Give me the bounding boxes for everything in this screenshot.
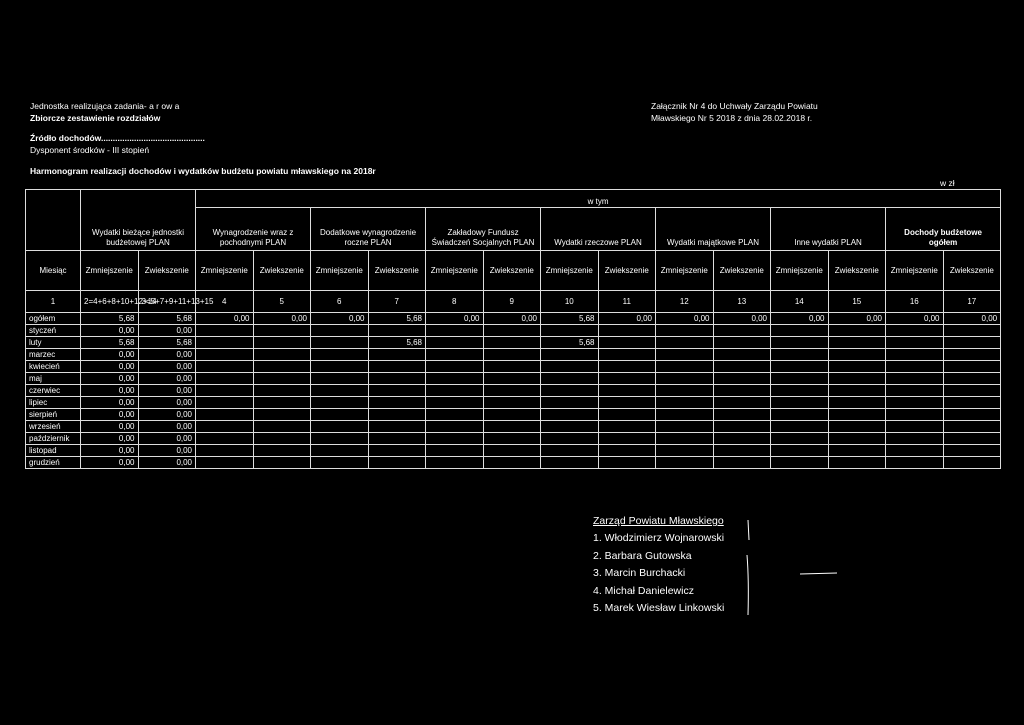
value-cell: 0,00 bbox=[81, 433, 139, 445]
value-cell bbox=[771, 349, 829, 361]
decrease-header: Zmniejszenie bbox=[886, 251, 944, 291]
value-cell bbox=[771, 421, 829, 433]
value-cell: 5,68 bbox=[138, 313, 196, 325]
value-cell bbox=[886, 409, 944, 421]
value-cell bbox=[311, 349, 369, 361]
value-cell bbox=[368, 349, 426, 361]
value-cell bbox=[598, 337, 656, 349]
value-cell bbox=[886, 445, 944, 457]
value-cell bbox=[196, 409, 254, 421]
page-title: Harmonogram realizacji dochodów i wydatków budżetu powiatu mławskiego na 2018r bbox=[30, 166, 376, 176]
value-cell bbox=[828, 385, 886, 397]
value-cell bbox=[253, 361, 311, 373]
value-cell bbox=[828, 325, 886, 337]
value-cell bbox=[656, 337, 714, 349]
value-cell bbox=[771, 361, 829, 373]
value-cell bbox=[483, 457, 541, 469]
value-cell: 0,00 bbox=[81, 385, 139, 397]
value-cell bbox=[656, 457, 714, 469]
month-cell: luty bbox=[26, 337, 81, 349]
value-cell bbox=[656, 445, 714, 457]
value-cell bbox=[541, 325, 599, 337]
value-cell bbox=[771, 325, 829, 337]
group-header-7: Dochody budżetowe ogółem bbox=[886, 208, 1001, 251]
value-cell: 0,00 bbox=[81, 373, 139, 385]
column-number: 4 bbox=[196, 291, 254, 313]
value-cell bbox=[368, 361, 426, 373]
value-cell: 0,00 bbox=[81, 361, 139, 373]
value-cell bbox=[541, 349, 599, 361]
value-cell bbox=[943, 409, 1001, 421]
group-header-6: Inne wydatki PLAN bbox=[771, 208, 886, 251]
board-member: 3. Marcin Burchacki bbox=[593, 567, 686, 579]
value-cell bbox=[426, 457, 484, 469]
column-number: 9 bbox=[483, 291, 541, 313]
table-row bbox=[26, 385, 1001, 397]
board-member: 1. Włodzimierz Wojnarowski bbox=[593, 532, 725, 544]
value-cell bbox=[483, 385, 541, 397]
value-cell: 0,00 bbox=[828, 313, 886, 325]
value-cell bbox=[598, 409, 656, 421]
value-cell bbox=[771, 337, 829, 349]
month-header: Miesiąc bbox=[26, 251, 81, 291]
value-cell: 0,00 bbox=[886, 313, 944, 325]
value-cell bbox=[368, 397, 426, 409]
month-cell: grudzień bbox=[26, 457, 81, 469]
income-source: Źródło dochodów............................................ bbox=[30, 133, 205, 143]
value-cell bbox=[253, 409, 311, 421]
value-cell bbox=[943, 373, 1001, 385]
column-number: 10 bbox=[541, 291, 599, 313]
value-cell: 0,00 bbox=[138, 457, 196, 469]
value-cell bbox=[483, 445, 541, 457]
value-cell: 5,68 bbox=[368, 313, 426, 325]
value-cell bbox=[196, 397, 254, 409]
decrease-header: Zmniejszenie bbox=[311, 251, 369, 291]
value-cell: 0,00 bbox=[656, 313, 714, 325]
value-cell bbox=[943, 361, 1001, 373]
value-cell bbox=[196, 361, 254, 373]
value-cell bbox=[541, 373, 599, 385]
increase-header: Zwiekszenie bbox=[483, 251, 541, 291]
value-cell bbox=[311, 373, 369, 385]
value-cell bbox=[771, 457, 829, 469]
value-cell: 0,00 bbox=[81, 325, 139, 337]
value-cell bbox=[598, 433, 656, 445]
value-cell bbox=[253, 373, 311, 385]
value-cell bbox=[656, 373, 714, 385]
value-cell bbox=[886, 457, 944, 469]
value-cell bbox=[598, 349, 656, 361]
month-cell: październik bbox=[26, 433, 81, 445]
value-cell: 5,68 bbox=[368, 337, 426, 349]
value-cell bbox=[541, 433, 599, 445]
value-cell bbox=[368, 445, 426, 457]
value-cell bbox=[311, 421, 369, 433]
value-cell bbox=[483, 337, 541, 349]
value-cell bbox=[253, 325, 311, 337]
value-cell bbox=[713, 409, 771, 421]
value-cell bbox=[886, 385, 944, 397]
board-members bbox=[593, 530, 724, 618]
value-cell bbox=[713, 325, 771, 337]
value-cell: 0,00 bbox=[138, 349, 196, 361]
value-cell bbox=[713, 457, 771, 469]
value-cell bbox=[253, 421, 311, 433]
value-cell bbox=[541, 385, 599, 397]
value-cell bbox=[311, 433, 369, 445]
increase-header: Zwiekszenie bbox=[943, 251, 1001, 291]
month-cell: czerwiec bbox=[26, 385, 81, 397]
value-cell bbox=[426, 325, 484, 337]
disposer-label: Dysponent środków - III stopień bbox=[30, 145, 150, 155]
value-cell bbox=[426, 361, 484, 373]
value-cell bbox=[828, 373, 886, 385]
value-cell bbox=[368, 433, 426, 445]
value-cell bbox=[656, 385, 714, 397]
value-cell: 0,00 bbox=[138, 361, 196, 373]
value-cell bbox=[713, 361, 771, 373]
decrease-header: Zmniejszenie bbox=[81, 251, 139, 291]
column-number: 2=4+6+8+10+12+14 bbox=[81, 291, 139, 313]
board-member: 2. Barbara Gutowska bbox=[593, 549, 692, 562]
value-cell bbox=[311, 361, 369, 373]
table-row bbox=[26, 373, 1001, 385]
value-cell bbox=[656, 325, 714, 337]
group-header-5: Wydatki majątkowe PLAN bbox=[656, 208, 771, 251]
value-cell bbox=[541, 409, 599, 421]
value-cell bbox=[483, 325, 541, 337]
board-title: Zarząd Powiatu Mławskiego bbox=[593, 515, 724, 527]
month-header-spacer bbox=[26, 190, 81, 251]
value-cell bbox=[656, 421, 714, 433]
value-cell: 0,00 bbox=[943, 313, 1001, 325]
value-cell bbox=[713, 385, 771, 397]
value-cell: 0,00 bbox=[311, 313, 369, 325]
value-cell bbox=[368, 385, 426, 397]
value-cell bbox=[828, 397, 886, 409]
value-cell bbox=[483, 349, 541, 361]
value-cell bbox=[828, 421, 886, 433]
value-cell bbox=[368, 325, 426, 337]
value-cell bbox=[196, 325, 254, 337]
board-member: 4. Michał Danielewicz bbox=[593, 584, 694, 597]
value-cell: 0,00 bbox=[138, 409, 196, 421]
month-cell: lipiec bbox=[26, 397, 81, 409]
value-cell bbox=[311, 325, 369, 337]
value-cell bbox=[253, 397, 311, 409]
value-cell bbox=[541, 397, 599, 409]
value-cell: 0,00 bbox=[138, 385, 196, 397]
value-cell bbox=[196, 337, 254, 349]
value-cell bbox=[828, 457, 886, 469]
table-row bbox=[26, 325, 1001, 337]
value-cell bbox=[311, 397, 369, 409]
value-cell bbox=[196, 421, 254, 433]
value-cell bbox=[656, 433, 714, 445]
value-cell bbox=[311, 457, 369, 469]
value-cell: 0,00 bbox=[138, 445, 196, 457]
column-number: 7 bbox=[368, 291, 426, 313]
table-row bbox=[26, 421, 1001, 433]
month-cell: sierpień bbox=[26, 409, 81, 421]
column-number: 13 bbox=[713, 291, 771, 313]
value-cell bbox=[886, 397, 944, 409]
group-header-0: Wydatki bieżące jednostki budżetowej PLAN bbox=[81, 190, 196, 251]
value-cell: 0,00 bbox=[598, 313, 656, 325]
value-cell: 0,00 bbox=[81, 409, 139, 421]
value-cell bbox=[656, 349, 714, 361]
table-row bbox=[26, 349, 1001, 361]
value-cell bbox=[311, 409, 369, 421]
column-number: 17 bbox=[943, 291, 1001, 313]
value-cell bbox=[886, 433, 944, 445]
currency-unit: w zł bbox=[940, 178, 955, 188]
table-row bbox=[26, 313, 1001, 325]
value-cell bbox=[598, 421, 656, 433]
column-number: 16 bbox=[886, 291, 944, 313]
decrease-header: Zmniejszenie bbox=[541, 251, 599, 291]
value-cell bbox=[368, 409, 426, 421]
unit-label: Jednostka realizująca zadania- a r ow a bbox=[30, 101, 180, 111]
value-cell: 0,00 bbox=[138, 433, 196, 445]
value-cell bbox=[713, 397, 771, 409]
increase-header: Zwiekszenie bbox=[713, 251, 771, 291]
value-cell: 0,00 bbox=[138, 373, 196, 385]
value-cell: 0,00 bbox=[81, 397, 139, 409]
value-cell bbox=[771, 445, 829, 457]
month-cell: ogółem bbox=[26, 313, 81, 325]
value-cell bbox=[656, 409, 714, 421]
in-which-header: w tym bbox=[196, 190, 1001, 208]
value-cell: 5,68 bbox=[138, 337, 196, 349]
value-cell: 0,00 bbox=[771, 313, 829, 325]
value-cell bbox=[943, 421, 1001, 433]
value-cell bbox=[943, 325, 1001, 337]
decrease-header: Zmniejszenie bbox=[771, 251, 829, 291]
column-number: 12 bbox=[656, 291, 714, 313]
value-cell bbox=[713, 337, 771, 349]
value-cell bbox=[656, 397, 714, 409]
value-cell bbox=[311, 445, 369, 457]
value-cell bbox=[771, 385, 829, 397]
group-header-2: Dodatkowe wynagrodzenie roczne PLAN bbox=[311, 208, 426, 251]
value-cell bbox=[656, 361, 714, 373]
value-cell bbox=[426, 385, 484, 397]
value-cell bbox=[771, 409, 829, 421]
value-cell bbox=[253, 445, 311, 457]
decrease-header: Zmniejszenie bbox=[656, 251, 714, 291]
increase-header: Zwiekszenie bbox=[138, 251, 196, 291]
value-cell: 0,00 bbox=[81, 349, 139, 361]
column-number: 5 bbox=[253, 291, 311, 313]
value-cell: 0,00 bbox=[713, 313, 771, 325]
value-cell bbox=[886, 361, 944, 373]
value-cell bbox=[541, 361, 599, 373]
subheader-row bbox=[26, 251, 1001, 291]
value-cell: 0,00 bbox=[138, 397, 196, 409]
column-number: 6 bbox=[311, 291, 369, 313]
group-header-3: Zakładowy Fundusz Świadczeń Socjalnych PLAN bbox=[426, 208, 541, 251]
month-cell: kwiecień bbox=[26, 361, 81, 373]
value-cell bbox=[483, 373, 541, 385]
value-cell bbox=[713, 421, 771, 433]
value-cell: 5,68 bbox=[81, 313, 139, 325]
value-cell bbox=[368, 457, 426, 469]
value-cell bbox=[828, 409, 886, 421]
value-cell bbox=[943, 433, 1001, 445]
value-cell bbox=[253, 433, 311, 445]
value-cell bbox=[771, 397, 829, 409]
value-cell bbox=[541, 457, 599, 469]
value-cell bbox=[943, 445, 1001, 457]
signature-marks bbox=[740, 510, 840, 620]
value-cell: 0,00 bbox=[483, 313, 541, 325]
value-cell bbox=[541, 421, 599, 433]
value-cell bbox=[426, 397, 484, 409]
value-cell bbox=[196, 433, 254, 445]
month-cell: listopad bbox=[26, 445, 81, 457]
column-number: 1 bbox=[26, 291, 81, 313]
attachment-label: Załącznik Nr 4 do Uchwały Zarządu Powiatu bbox=[651, 101, 818, 111]
column-number: 3=5+7+9+11+13+15 bbox=[138, 291, 196, 313]
value-cell bbox=[828, 349, 886, 361]
value-cell: 5,68 bbox=[81, 337, 139, 349]
value-cell bbox=[943, 397, 1001, 409]
value-cell bbox=[426, 373, 484, 385]
value-cell: 0,00 bbox=[138, 325, 196, 337]
value-cell bbox=[253, 349, 311, 361]
value-cell bbox=[713, 433, 771, 445]
table-row bbox=[26, 433, 1001, 445]
table-row bbox=[26, 361, 1001, 373]
value-cell bbox=[196, 373, 254, 385]
value-cell: 0,00 bbox=[138, 421, 196, 433]
value-cell bbox=[426, 409, 484, 421]
value-cell bbox=[598, 325, 656, 337]
value-cell: 0,00 bbox=[253, 313, 311, 325]
value-cell bbox=[771, 373, 829, 385]
value-cell bbox=[713, 349, 771, 361]
value-cell: 5,68 bbox=[541, 337, 599, 349]
resolution-label: Mławskiego Nr 5 2018 z dnia 28.02.2018 r. bbox=[651, 113, 813, 123]
value-cell bbox=[828, 433, 886, 445]
value-cell bbox=[828, 337, 886, 349]
value-cell bbox=[886, 349, 944, 361]
value-cell bbox=[886, 421, 944, 433]
value-cell bbox=[943, 457, 1001, 469]
value-cell bbox=[828, 445, 886, 457]
board-member: 5. Marek Wiesław Linkowski bbox=[593, 602, 725, 614]
decrease-header: Zmniejszenie bbox=[426, 251, 484, 291]
value-cell bbox=[368, 373, 426, 385]
decrease-header: Zmniejszenie bbox=[196, 251, 254, 291]
value-cell bbox=[426, 349, 484, 361]
value-cell bbox=[196, 445, 254, 457]
value-cell bbox=[311, 385, 369, 397]
header-row-top bbox=[26, 190, 1001, 208]
column-number: 14 bbox=[771, 291, 829, 313]
value-cell bbox=[426, 337, 484, 349]
column-number: 11 bbox=[598, 291, 656, 313]
value-cell: 0,00 bbox=[81, 421, 139, 433]
value-cell: 0,00 bbox=[81, 457, 139, 469]
table-row bbox=[26, 337, 1001, 349]
value-cell bbox=[713, 445, 771, 457]
month-cell: marzec bbox=[26, 349, 81, 361]
value-cell: 0,00 bbox=[426, 313, 484, 325]
group-header-1: Wynagrodzenie wraz z pochodnymi PLAN bbox=[196, 208, 311, 251]
group-header-4: Wydatki rzeczowe PLAN bbox=[541, 208, 656, 251]
value-cell bbox=[886, 337, 944, 349]
value-cell bbox=[196, 385, 254, 397]
value-cell bbox=[253, 457, 311, 469]
increase-header: Zwiekszenie bbox=[253, 251, 311, 291]
value-cell: 0,00 bbox=[81, 445, 139, 457]
value-cell bbox=[943, 337, 1001, 349]
value-cell: 5,68 bbox=[541, 313, 599, 325]
value-cell bbox=[943, 349, 1001, 361]
value-cell bbox=[886, 325, 944, 337]
value-cell bbox=[541, 445, 599, 457]
increase-header: Zwiekszenie bbox=[828, 251, 886, 291]
value-cell bbox=[886, 373, 944, 385]
value-cell bbox=[943, 385, 1001, 397]
value-cell bbox=[598, 373, 656, 385]
value-cell bbox=[426, 445, 484, 457]
value-cell bbox=[426, 421, 484, 433]
value-cell bbox=[483, 361, 541, 373]
table-row bbox=[26, 409, 1001, 421]
value-cell bbox=[771, 433, 829, 445]
table-row bbox=[26, 445, 1001, 457]
summary-label: Zbiorcze zestawienie rozdziałów bbox=[30, 113, 161, 123]
column-number-row bbox=[26, 291, 1001, 313]
table-row bbox=[26, 397, 1001, 409]
increase-header: Zwiekszenie bbox=[368, 251, 426, 291]
value-cell bbox=[598, 397, 656, 409]
value-cell bbox=[598, 361, 656, 373]
value-cell bbox=[598, 385, 656, 397]
value-cell bbox=[311, 337, 369, 349]
column-number: 8 bbox=[426, 291, 484, 313]
value-cell: 0,00 bbox=[196, 313, 254, 325]
column-number: 15 bbox=[828, 291, 886, 313]
value-cell bbox=[483, 397, 541, 409]
month-cell: wrzesień bbox=[26, 421, 81, 433]
month-cell: maj bbox=[26, 373, 81, 385]
table-row bbox=[26, 457, 1001, 469]
month-rows bbox=[26, 313, 1001, 469]
value-cell bbox=[253, 385, 311, 397]
value-cell bbox=[483, 409, 541, 421]
value-cell bbox=[483, 433, 541, 445]
value-cell bbox=[598, 457, 656, 469]
month-cell: styczeń bbox=[26, 325, 81, 337]
value-cell bbox=[713, 373, 771, 385]
value-cell bbox=[598, 445, 656, 457]
value-cell bbox=[426, 433, 484, 445]
value-cell bbox=[253, 337, 311, 349]
increase-header: Zwiekszenie bbox=[598, 251, 656, 291]
value-cell bbox=[196, 349, 254, 361]
value-cell bbox=[483, 421, 541, 433]
value-cell bbox=[368, 421, 426, 433]
schedule-table bbox=[25, 189, 1001, 469]
value-cell bbox=[828, 361, 886, 373]
value-cell bbox=[196, 457, 254, 469]
